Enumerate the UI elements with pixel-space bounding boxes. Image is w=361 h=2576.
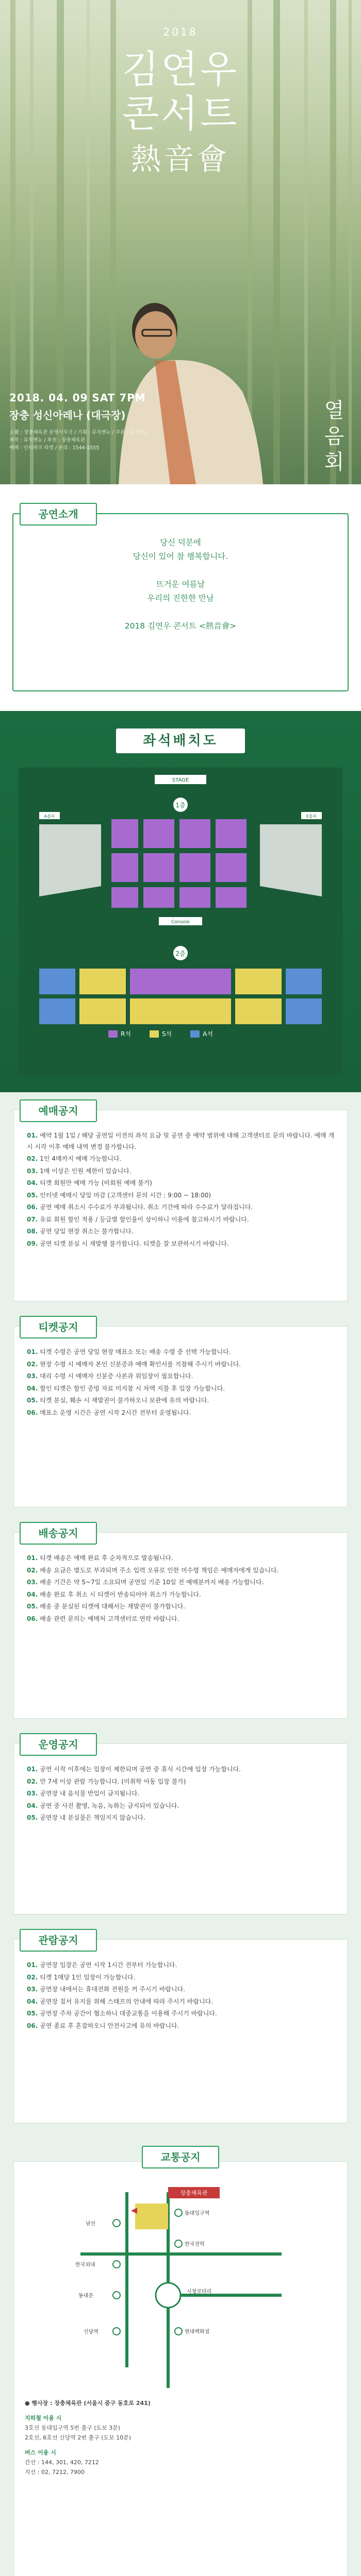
hero-title-line1: 김연우: [122, 47, 239, 92]
legend-swatch-s: [150, 1030, 159, 1038]
credit-line: 예매 : 인터파크 티켓 / 문의 : 1544-1555: [9, 445, 100, 451]
legend-swatch-a: [190, 1030, 200, 1038]
list-item: 02. 만 7세 이상 관람 가능합니다. (미취학 아동 입장 불가): [27, 1777, 186, 1785]
venue-address: ● 행사장 : 장충체육관 (서울시 중구 동호로 241): [25, 2400, 151, 2406]
s-block: [235, 969, 282, 994]
a-block: [235, 998, 282, 1024]
ticketing-notice-section: [0, 1309, 361, 1515]
list-item: 08. 공연 당일 현장 취소는 불가합니다.: [27, 1228, 134, 1235]
intro-tag: 공연소개: [20, 503, 97, 526]
map-label: 장충체육관: [180, 2190, 208, 2196]
left-stand: [39, 824, 101, 896]
bus-line: 지선 : 02, 7212, 7900: [25, 2469, 85, 2476]
floor-block: [179, 853, 210, 882]
ticket-notice-list: [27, 1130, 336, 1250]
list-item: 05. 공연장 주차 공간이 협소하니 대중교통을 이용해 주시기 바랍니다.: [27, 2010, 217, 2017]
subway-line: 2호선, 6호선 신당역 2번 출구 (도보 10분): [25, 2434, 132, 2441]
traffic-tag: 교통공지: [142, 2146, 219, 2168]
map-label: 한국외대: [75, 2262, 95, 2268]
intro-line: 당신이 있어 참 행복합니다.: [133, 552, 228, 561]
list-item: 03. 대리 수령 시 예매자 신분증 사본과 위임장이 필요합니다.: [27, 1372, 193, 1380]
list-item: 06. 공연 예매 취소시 수수료가 부과됩니다. 취소 기간에 따라 수수료가 달라집니다.: [27, 1204, 253, 1211]
list-item: 01. 티켓 배송은 예매 완료 후 순차적으로 발송됩니다.: [27, 1554, 173, 1562]
map-label: 동대입구역: [185, 2211, 210, 2216]
hero-hanja: 熱音會: [130, 142, 230, 177]
list-item: 09. 공연 티켓 분실 시 재발행 불가합니다. 티켓을 잘 보관하시기 바랍니다.: [27, 1240, 229, 1247]
hero-vertical-label: 열음회: [324, 399, 344, 474]
floor-block: [143, 819, 174, 848]
list-item: 04. 공연장 질서 유지를 위해 스태프의 안내에 따라 주시기 바랍니다.: [27, 1997, 213, 2005]
floor-block: [111, 819, 138, 848]
hero-year: 2018: [163, 26, 198, 38]
list-item: 03. 공연장 내에서는 휴대전화 전원을 꺼 주시기 바랍니다.: [27, 1986, 185, 1993]
viewing-notice-tag: 관람공지: [20, 1929, 97, 1952]
floor-block: [216, 887, 247, 908]
list-item: 04. 공연 중 사진 촬영, 녹음, 녹화는 금지되어 있습니다.: [27, 1802, 179, 1809]
list-item: 04. 할인 티켓은 할인 증빙 자료 미지참 시 차액 지불 후 입장 가능합니다.: [27, 1384, 225, 1392]
ticket-notice-tag: 예매공지: [20, 1099, 97, 1122]
floor-block: [216, 853, 247, 882]
s-block: [39, 969, 75, 994]
location-map: [13, 2161, 348, 2398]
delivery-notice-section: [0, 1515, 361, 1726]
a-block: [39, 998, 75, 1024]
legend: [108, 1029, 213, 1038]
floor-block: [111, 853, 138, 882]
bus-title: 버스 이용 시: [25, 2449, 56, 2456]
hero-title-line2: 콘서트: [122, 92, 239, 136]
bus-line: 간선 : 144, 301, 420, 7212: [25, 2459, 99, 2466]
section-label: E블록: [306, 814, 317, 819]
list-item: 02. 1인 4매까지 예매 가능합니다.: [27, 1155, 122, 1162]
list-item: 05. 티켓 분실, 훼손 시 재발권이 불가하오니 보관에 유의 바랍니다.: [27, 1397, 209, 1404]
a-block: [130, 998, 231, 1024]
list-item: 03. 배송 기간은 약 5~7일 소요되며 공연일 기준 10일 전 예매분까지 배송 가능합니다.: [27, 1579, 264, 1586]
map-label: 한국전력: [185, 2242, 205, 2247]
list-item: 02. 배송 요금은 별도로 부과되며 주소 입력 오류로 인한 미수령 책임은 예매자에게 있습니다.: [27, 1566, 279, 1574]
floor-block: [216, 819, 247, 848]
floor-block: [143, 853, 174, 882]
list-item: 05. 인터넷 예매시 당일 마감 (고객센터 문의 시간 : 9:00 ~ 18:00): [27, 1191, 211, 1199]
intro-gap: [12, 605, 349, 619]
list-item: 01. 공연 시작 이후에는 입장이 제한되며 공연 중 휴식 시간에 입장 가능합니다.: [27, 1766, 241, 1773]
map-label: 동대문: [78, 2293, 93, 2299]
floor-block: [179, 887, 210, 908]
delivery-notice-tag: 배송공지: [20, 1522, 97, 1545]
credit-line: 제작 : 뮤직앤뉴 / 후원 : 장충체육관: [9, 437, 86, 443]
list-item: 06. 매표소 운영 시간은 공연 시작 2시간 전부터 운영됩니다.: [27, 1409, 191, 1416]
list-item: 03. 1매 이상은 인원 제한이 있습니다.: [27, 1167, 132, 1175]
legend-label: S석: [161, 1030, 172, 1038]
venue-arrow: [131, 2208, 137, 2214]
list-item: 01. 예약 1월 1일 / 해당 공연일 이전의 좌석 요금 및 공연 중 예약 범위에 대해 고객센터로 문의 바랍니다. 예매 개시 시각 이후 예매 내역 변경 불가합니다.: [27, 1132, 335, 1150]
viewing-notice-section: [0, 1922, 361, 2130]
operation-notice-tag: 운영공지: [20, 1733, 97, 1756]
section-label: A블록: [44, 814, 55, 819]
subway-title: 지하철 이용 시: [25, 2415, 62, 2421]
intro-line: 우리의 진한한 만남: [147, 594, 214, 603]
seatmap-section: [0, 711, 361, 1092]
list-item: 04. 배송 완료 후 취소 시 티켓이 반송되어야 취소가 가능합니다.: [27, 1590, 201, 1598]
subway-line: 3호선 동대입구역 5번 출구 (도보 3분): [25, 2425, 121, 2431]
list-item: 03. 공연장 내 음식물 반입이 금지됩니다.: [27, 1790, 140, 1797]
s-block: [130, 969, 231, 994]
ticketing-notice-list: [27, 1347, 336, 1419]
a-block: [79, 998, 126, 1024]
seatmap-title: 좌석배치도: [116, 728, 245, 753]
list-item: 04. 티켓 회원만 예매 가능 (비회원 예매 불가): [27, 1179, 152, 1187]
intro-line: 뜨거운 여름날: [156, 580, 205, 589]
list-item: 01. 티켓 수령은 공연 당일 현장 매표소 또는 배송 수령 중 선택 가능합니다.: [27, 1348, 231, 1355]
delivery-notice-list: [27, 1553, 336, 1625]
legend-swatch-r: [108, 1030, 118, 1038]
right-stand: [260, 824, 322, 896]
list-item: 07. 유료 회원 할인 적용 / 등급별 할인율이 상이하니 이용에 참고하시기 바랍니다.: [27, 1215, 249, 1223]
legend-label: A석: [203, 1030, 213, 1038]
hero-credits: [9, 429, 149, 452]
ticketing-notice-tag: 티켓공지: [20, 1316, 97, 1338]
floor2-label: 2층: [175, 950, 186, 957]
floor1-label: 1층: [175, 802, 186, 809]
hero-venue: 장충 성신아레나 (대극장): [9, 409, 126, 421]
map-label: 신당역: [84, 2329, 99, 2335]
credit-line: 主催 : 장충체육관 운영사무국 / 기획 : 뮤직앤뉴 / 주관 : 뮤직앤뉴: [9, 430, 149, 435]
hero-date: 2018. 04. 09 SAT 7PM: [9, 392, 146, 404]
list-item: 06. 배송 관련 문의는 예매처 고객센터로 연락 바랍니다.: [27, 1615, 179, 1622]
list-item: 01. 공연장 입장은 공연 시작 1시간 전부터 가능합니다.: [27, 1961, 177, 1969]
venue-block: [135, 2204, 168, 2229]
legend-label: R석: [121, 1030, 131, 1038]
floor-block: [143, 887, 174, 908]
a-block: [286, 998, 322, 1024]
list-item: 02. 티켓 1매당 1인 입장이 가능합니다.: [27, 1973, 136, 1981]
floor-block: [111, 887, 138, 908]
list-item: 06. 공연 종료 후 혼잡하오니 안전사고에 유의 바랍니다.: [27, 2022, 179, 2029]
map-label: 현대백화점: [185, 2329, 210, 2335]
operation-notice-list: [27, 1764, 336, 1825]
s-block: [79, 969, 126, 994]
hero-title: [0, 47, 361, 136]
viewing-notice-list: [27, 1960, 336, 2032]
intro-line: 당신 덕분에: [160, 538, 201, 547]
map-label: 남산: [86, 2221, 96, 2227]
floor-block: [179, 819, 210, 848]
stage-label: STAGE: [172, 777, 189, 783]
intro-text: [12, 536, 349, 633]
list-item: 05. 공연장 내 분실물은 책임지지 않습니다.: [27, 1814, 145, 1821]
operation-notice-section: [0, 1726, 361, 1922]
list-item: 05. 배송 중 분실된 티켓에 대해서는 재발권이 불가합니다.: [27, 1603, 185, 1610]
console-label: Console: [171, 920, 190, 925]
intro-section: [0, 484, 361, 711]
intro-gap: [12, 564, 349, 578]
map-label: 시청로타리: [187, 2289, 212, 2295]
traffic-info: [25, 2398, 339, 2477]
ticket-notice-section: [0, 1092, 361, 1309]
list-item: 02. 현장 수령 시 예매자 본인 신분증과 예매 확인서를 지참해 주시기 바랍니다.: [27, 1360, 241, 1368]
s-block: [286, 969, 322, 994]
hero-banner: [0, 0, 361, 484]
intro-line: 2018 김연우 콘서트 <熱音會>: [124, 621, 237, 631]
traffic-section: [0, 2130, 361, 2576]
